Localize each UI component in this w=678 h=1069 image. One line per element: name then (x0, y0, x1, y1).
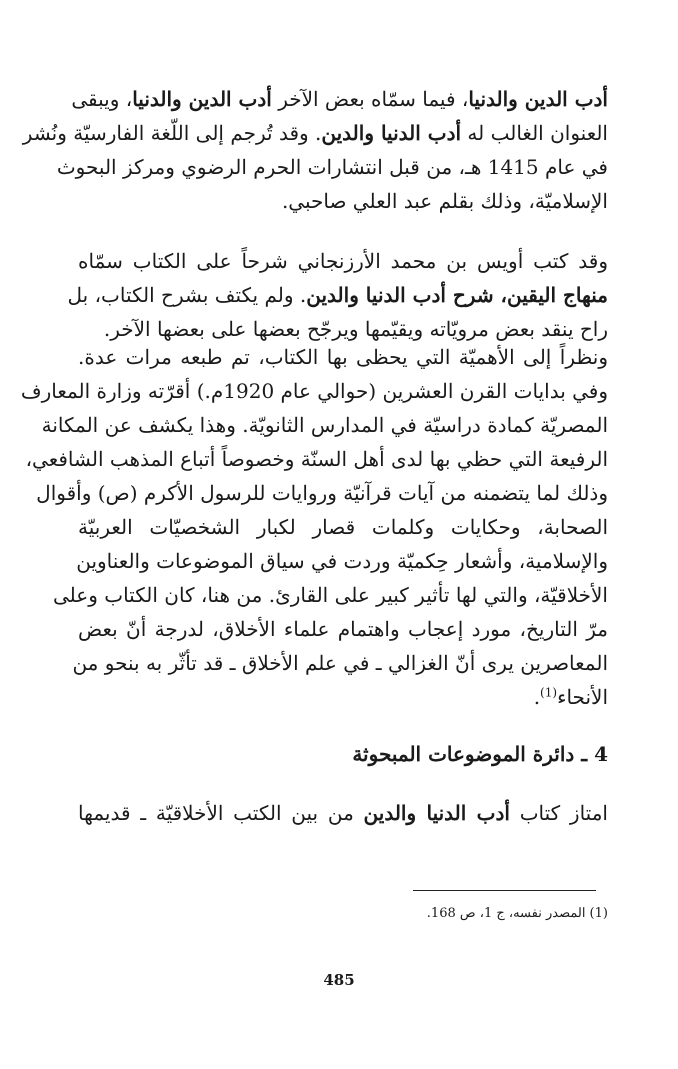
p1-line-1: أدب الدين والدنيا، فيما سمّاه بعض الآخر أدب الدين والدنيا، ويبقى (71, 87, 608, 111)
p3-line-6: الصحابة، وحكايات وكلمات قصار لكبار الشخصيّات العربيّة (78, 515, 608, 539)
p3-line-4: الرفيعة التي حظي بها لدى أهل السنّة وخصوصاً أتباع المذهب الشافعي، (25, 447, 608, 471)
p4-line-1: امتاز كتاب أدب الدنيا والدين من بين الكتب الأخلاقيّة ـ قديمها (78, 801, 608, 825)
p1-line-4: الإسلاميّة، وذلك بقلم عبد العلي صاحبي. (281, 189, 608, 213)
p3-line-8: الأخلاقيّة، والتي لها تأثير كبير على القارئ. من هنا، كان الكتاب وعلى (53, 583, 608, 607)
p3-line-11: الأنحاء$^{(1)}$. (533, 685, 608, 709)
section-heading: 4 ـ دائرة الموضوعات المبحوثة (352, 742, 608, 766)
p3-line-7: والإسلامية، وأشعار حِكميّة وردت في سياق الموضوعات والعناوين (76, 549, 608, 573)
p3-line-2: وفي بدايات القرن العشرين (حوالي عام 1920م.) أقرّته وزارة المعارف (20, 379, 608, 403)
p3-line-1: ونظراً إلى الأهميّة التي يحظى بها الكتاب، تم طبعه مرات عدة. (78, 345, 608, 369)
p3-line-10: المعاصرين يرى أنّ الغزالي ـ في علم الأخلاق ـ قد تأثّر به بنحو من (72, 651, 608, 675)
footnote-ref[interactable]: (1) (540, 685, 558, 700)
p3-line-9: مرّ التاريخ، مورد إعجاب واهتمام علماء الأخلاق، لدرجة أنّ بعض (78, 617, 608, 641)
p1-line-2: العنوان الغالب له أدب الدنيا والدين. وقد تُرجم إلى اللّغة الفارسيّة ونُشر (22, 121, 608, 145)
p2-line-2: منهاج اليقين، شرح أدب الدنيا والدين. ولم يكتف بشرح الكتاب، بل (67, 283, 608, 307)
page-number: 485 (323, 971, 355, 989)
footnote: (1) المصدر نفسه، ج 1، ص 168. (426, 906, 608, 921)
p2-line-1: وقد كتب أويس بن محمد الأرزنجاني شرحاً على الكتاب سمّاه (78, 249, 608, 273)
footnote-rule (413, 890, 596, 891)
p1-line-3: في عام 1415 هـ، من قبل انتشارات الحرم الرضوي ومركز البحوث (56, 155, 608, 179)
p3-line-5: وذلك لما يتضمنه من آيات قرآنيّة وروايات للرسول الأكرم (ص) وأقوال (36, 481, 608, 505)
p3-line-3: المصريّة كمادة دراسيّة في المدارس الثانويّة. وهذا يكشف عن المكانة (41, 413, 608, 437)
p2-line-3: راح ينقد بعض مرويّاته ويقيّمها ويرجّح بعضها على بعضها الآخر. (103, 317, 608, 341)
